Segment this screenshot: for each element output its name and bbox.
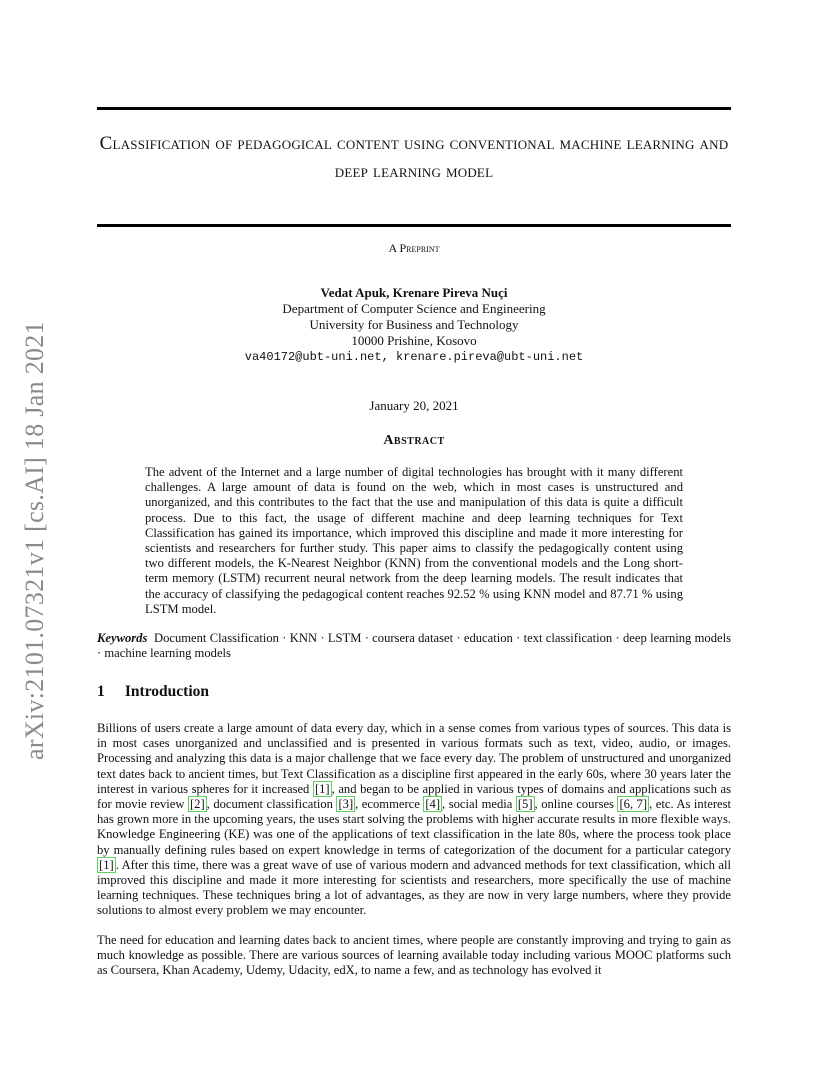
keywords-label: Keywords [97, 631, 148, 645]
citation-link[interactable]: [1] [99, 857, 114, 872]
abstract-body: The advent of the Internet and a large number of digital technologies has brought with it many different challenges. A large amount of data is found on the web, which in most cases is unstructured and unorganized, and this contributes to the fact that the use and manipulation of this data is quite a difficult process. Due to this fact, the usage of different machine and deep learning techniques for Text Classification has gained its importance, which improved this discipline and made it more interesting for scientists and researchers for further study. This paper aims to classify the pedagogically content using two different models, the K-Nearest Neighbor (KNN) from the conventional models and the Long short-term memory (LSTM) recurrent neural network from the deep learning models. The result indicates that the accuracy of classifying the pedagogical content reaches 92.52 % using KNN model and 87.71 % using LSTM model. [145, 465, 683, 616]
citation-link[interactable]: [5] [517, 797, 533, 812]
keywords-list: Document Classification · KNN · LSTM · coursera dataset · education · text classification · deep learning models · machine learning models [97, 631, 731, 661]
author-affiliation: Department of Computer Science and Engineering [282, 301, 546, 316]
paragraph-text: , ecommerce [355, 797, 424, 812]
paragraph-text: , and began to be applied in various types of domains and applications such as for movie review [97, 781, 731, 812]
intro-paragraph-1 [97, 721, 731, 919]
intro-paragraph-2: The need for education and learning dates back to ancient times, where people are constantly improving and trying to gain as much knowledge as possible. There are various sources of learning available today including various MOOC platforms such as Coursera, Khan Academy, Udemy, Udacity, edX, to name a few, and as technology has evolved it [97, 933, 731, 978]
paragraph-text: Billions of users create a large amount of data every day, which in a sense comes from various types of sources. This data is in most cases unorganized and unclassified and is presented in various formats such as text, video, audio, or images. Processing and analyzing this data is a major challenge that we face every day. The problem of unstructured and unorganized text dates back to ancient times, but Text Classification as a discipline first appeared in the early 60s, where 30 years later the interest in various spheres for it increased [97, 721, 731, 796]
citation-link[interactable]: [6, 7] [619, 797, 648, 812]
abstract-heading: Abstract [383, 433, 445, 448]
author-address: 10000 Prishine, Kosovo [351, 333, 477, 348]
citation-link[interactable]: [4] [425, 797, 441, 812]
author-block [97, 285, 731, 365]
citation-link[interactable]: [2] [189, 797, 205, 812]
author-university: University for Business and Technology [309, 317, 519, 332]
author-emails: va40172@ubt-uni.net, krenare.pireva@ubt-uni.net [244, 350, 584, 364]
section-heading [97, 683, 731, 701]
paragraph-text: , document classification [206, 797, 337, 812]
section-number: 1 [97, 683, 105, 700]
section-title: Introduction [124, 683, 209, 700]
title-bottom-rule [97, 224, 731, 227]
preprint-label: A Preprint [388, 241, 440, 255]
paragraph-text: , social media [442, 797, 516, 812]
paragraph-text: , etc. As interest has grown more in the upcoming years, the uses start solving the problems with higher accurate results in more flexible ways. Knowledge Engineering (KE) was one of the applications of text classification in the late 80s, where the process took place by manually defining rules based on expert knowledge in terms of categorization of the document for a particular category [97, 797, 732, 857]
paragraph-text: . After this time, there was a great wave of use of various modern and advanced methods for text classification, which all improved this discipline and made it more interesting for scientists and researchers, more specifically the use of machine learning techniques. These techniques bring a lot of advantages, as they are now in very large numbers, where they provide solutions to almost every problem we may encounter. [97, 857, 731, 918]
author-names: Vedat Apuk, Krenare Pireva Nuçi [320, 285, 508, 300]
citation-link[interactable]: [1] [314, 781, 330, 796]
paper-date: January 20, 2021 [369, 398, 459, 413]
paper-title: Classification of pedagogical content using conventional machine learning and deep learning model [99, 133, 729, 182]
keywords-block [97, 631, 731, 661]
arxiv-identifier: arXiv:2101.07321v1 [cs.AI] 18 Jan 2021 [20, 321, 49, 760]
citation-link[interactable]: [3] [338, 797, 354, 812]
top-rule [97, 107, 731, 110]
paragraph-text: , online courses [534, 797, 618, 812]
